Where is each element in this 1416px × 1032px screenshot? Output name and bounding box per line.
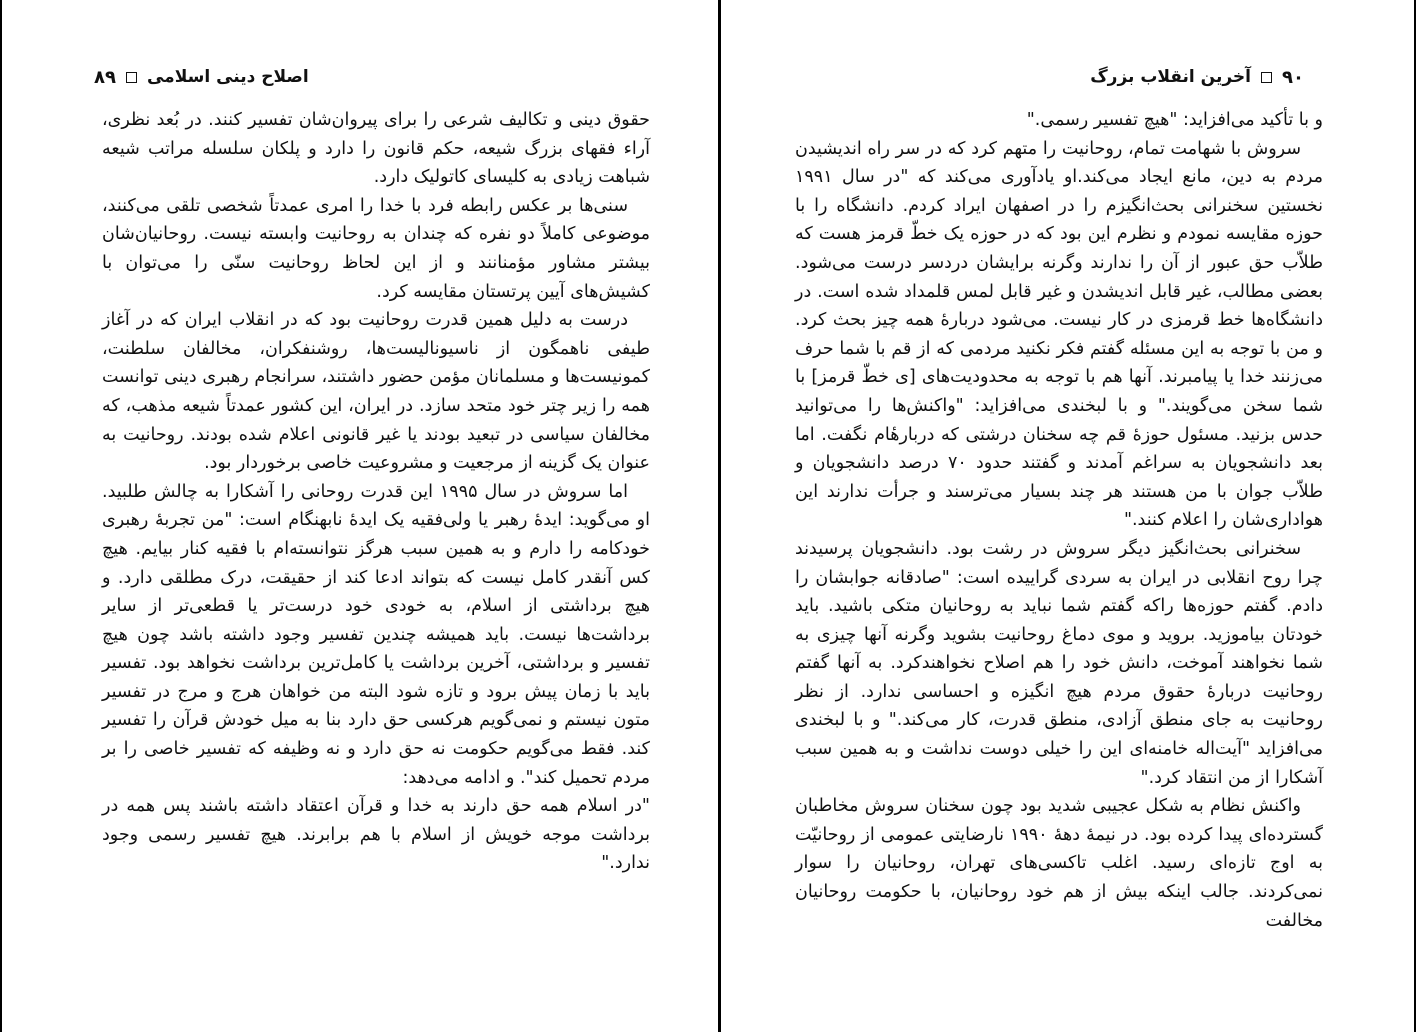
right-page-header [761,62,1304,92]
left-page-body [102,106,650,878]
right-page-number: ۹۰ [1282,66,1304,88]
left-page-number: ۸۹ [94,66,116,88]
paragraph: سخنرانی بحث‌انگیز دیگر سروش در رشت بود. دانشجویان پرسیدند چرا روح انقلابی در ایران به سردی گراییده است: "صادقانه جوابشان را دادم. گفتم حوزه‌ها راکه گفتم شما نباید به روحانیان متکی باشید. باید خودتان بیاموزید. بروید و موی دماغ روحانیت بشوید وگرنه آنها چیزی به شما نخواهند آموخت، دانش خود را هم اصلاح نخواهندکرد. به آنها گفتم روحانیت دربارهٔ حقوق مردم هیچ انگیزه و احساسی ندارد. از نظر روحانیت به جای منطق آزادی، منطق قدرت، کار می‌کند." و با لبخندی می‌افزاید "آیت‌اله خامنه‌ای این را خیلی دوست نداشت و به همین سبب آشکارا از من انتقاد کرد." [795,538,1323,788]
right-page [718,0,1416,1032]
paragraph: سنی‌ها بر عکس رابطه فرد با خدا را امری عمدتاً شخصی تلقی می‌کنند، موضوعی کاملاً دو نفره که چندان به روحانیت وابسته نیست. روحانیان‌شان بیشتر مشاور مؤمنانند و از این لحاظ روحانیت سنّی را می‌توان با کشیش‌های آیین پرتستان مقایسه کرد. [102,195,650,302]
paragraph: اما سروش در سال ۱۹۹۵ این قدرت روحانی را آشکارا به چالش طلبید. او می‌گوید: ایدهٔ رهبر یا ولی‌فقیه یک ایدهٔ نابهنگام است: "من تجربهٔ رهبری خودکامه را دارم و به همین سبب هرگز نتوانسته‌ام با فقیه کنار بیایم. هیچ کس آنقدر کامل نیست که بتواند ادعا کند از حقیقت، درک مطلقی دارد. و هیچ برداشتی از اسلام، به خودی خود درست‌تر یا قطعی‌تر از سایر برداشت‌ها نیست. باید همیشه چندین تفسیر وجود داشته باشد چون هیچ تفسیر و برداشتی، آخرین برداشت یا کامل‌ترین برداشت نخواهد بود. تفسیر باید با زمان پیش برود و تازه شود البته من خواهان هرج و مرج در تفسیر متون نیستم و نمی‌گویم هرکسی حق دارد بنا به میل خودش قرآن را تفسیر کند. فقط می‌گویم حکومت نه حق دارد و نه وظیفه که تفسیر خاصی را بر مردم تحمیل کند". و ادامه می‌دهد: [102,481,650,788]
quote-paragraph: "در اسلام همه حق دارند به خدا و قرآن اعتقاد داشته باشند پس همه در برداشت موجه خویش از اسلام با هم برابرند. هیچ تفسیر رسمی وجود ندارد." [102,796,650,874]
paragraph: درست به دلیل همین قدرت روحانیت بود که در انقلاب ایران که در آغاز طیفی ناهمگون از ناسیونالیست‌ها، روشنفکران، مخالفان سلطنت، کمونیست‌ها و مسلمانان مؤمن حضور داشتند، سرانجام رهبری دینی توانست همه را زیر چتر خود متحد سازد. در ایران، این کشور عمدتاً شیعه مذهب، که مخالفان سیاسی در تبعید بودند یا غیر قانونی اعلام شده بودند. روحانیت به عنوان یک گزینه از مرجعیت و مشروعیت خاصی برخوردار بود. [102,310,650,474]
header-separator-square-icon [1261,72,1272,83]
right-page-body [795,106,1323,935]
paragraph: و با تأکید می‌افزاید: "هیچ تفسیر رسمی." [1026,110,1323,130]
paragraph: حقوق دینی و تکالیف شرعی را برای پیروان‌شان تفسیر کنند. در بُعد نظری، آراء فقهای بزرگ شیعه، حکم قانون را دارد و پلکان سلسله مراتب شیعه شباهت زیادی به کلیسای کاتولیک دارد. [102,110,650,188]
left-page-header-title: اصلاح دینی اسلامی [146,67,309,87]
header-separator-square-icon [126,72,137,83]
paragraph: واکنش نظام به شکل عجیبی شدید بود چون سخنان سروش مخاطبان گسترده‌ای پیدا کرده بود. در نیمهٔ دههٔ ۱۹۹۰ نارضایتی عمومی از روحانیّت به اوج تازه‌ای رسید. اغلب تاکسی‌های تهران، روحانیان را سوار نمی‌کردند. جالب اینکه بیش از هم خود روحانیان، با حکومت روحانیان مخالفت [795,796,1323,931]
right-page-header-title: آخرین انقلاب بزرگ [1090,67,1252,87]
paragraph: سروش با شهامت تمام، روحانیت را متهم کرد که در سر راه اندیشیدن مردم به دین، مانع ایجاد می‌کند.او یادآوری می‌کند که "در سال ۱۹۹۱ نخستین سخنرانی بحث‌انگیزم را در اصفهان ایراد کردم. دانشگاه را با حوزه مقایسه نمودم و نظرم این بود که در حوزه یک خطّ قرمز هست که طلاّب حق عبور از آن را ندارند وگرنه برایشان دردسر درست می‌شود. بعضی مطالب، غیر قابل اندیشدن و غیر قابل لمس قلمداد شده است. در دانشگاه‌ها خط قرمزی در کار نیست. می‌شود دربارهٔ همه چیز بحث کرد. و من با توجه به این مسئله گفتم فکر نکنید مردمی که از قم با شما حرف می‌زنند خدا یا پیامبرند. آنها هم با توجه به محدودیت‌های [ی خطّ قرمز] با شما سخن می‌گویند." و با لبخندی می‌افزاید: "واکنش‌ها را می‌توانید حدس بزنید. مسئول حوزهٔ قم چه سخنان درشتی که دربارهٔام نگفت. اما بعد دانشجویان به سراغم آمدند و گفتند حدود ۷۰ درصد دانشجویان و طلاّب جوان با من هستند هر چند بسیار می‌ترسند و جرأت ندارند این هواداری‌شان را اعلام کنند." [795,138,1323,531]
left-page-header [94,62,656,92]
